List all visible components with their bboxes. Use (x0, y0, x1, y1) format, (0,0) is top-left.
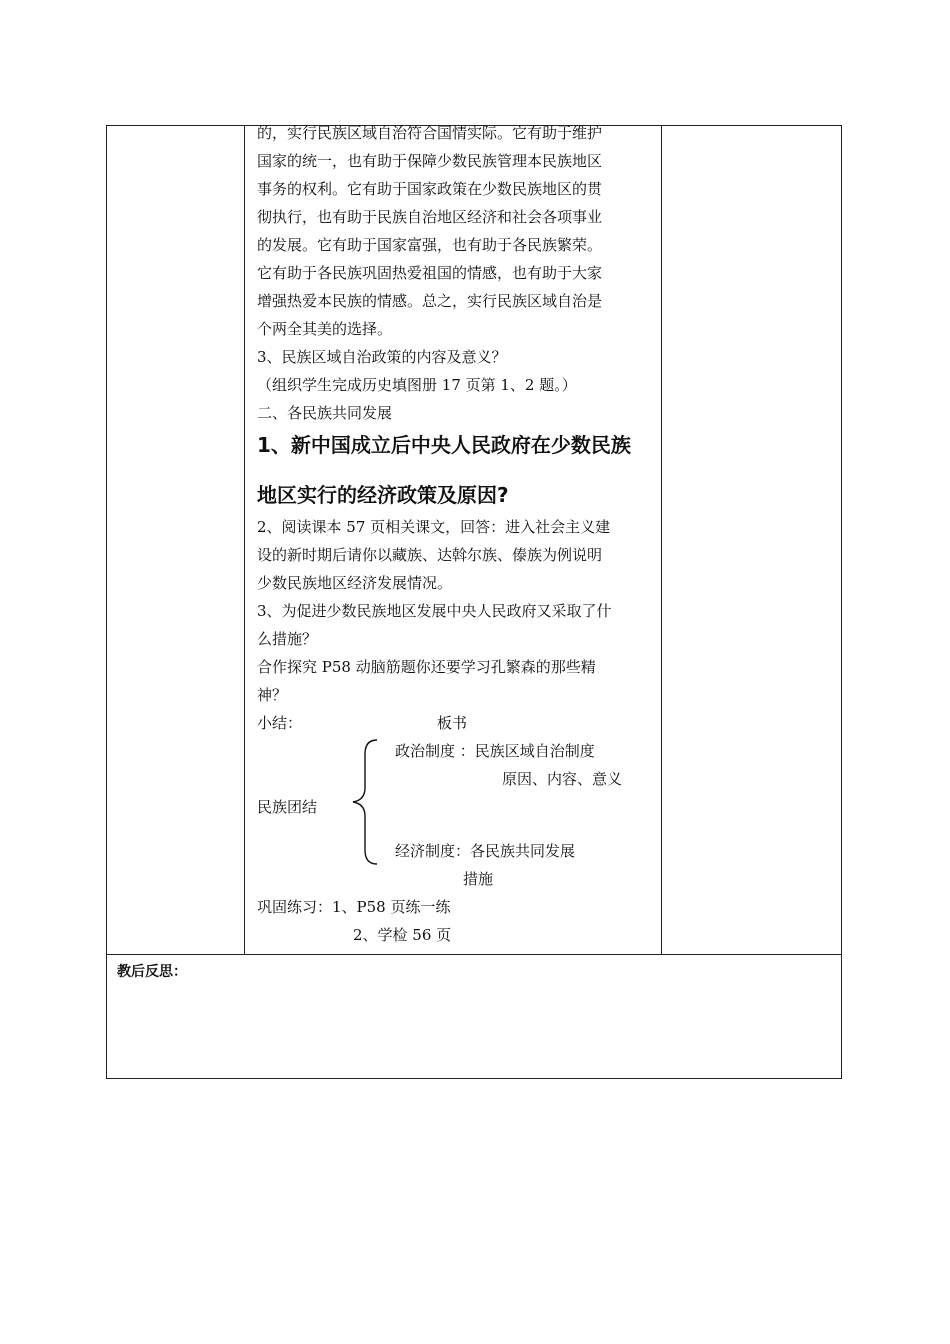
practice-line-1: 巩固练习：1、P58 页练一练 (257, 898, 451, 916)
text-line: 彻执行，也有助于民族自治地区经济和社会各项事业 (257, 208, 603, 226)
text-line: 合作探究 P58 动脑筋题你还要学习孔繁森的那些精 (257, 658, 596, 676)
political-system: 政治制度 ：民族区域自治制度 (395, 742, 595, 760)
column-divider-right (661, 126, 662, 954)
economic-system-detail: 措施 (463, 870, 494, 888)
text-line: 设的新时期后请你以藏族、达斡尔族、傣族为例说明 (257, 546, 603, 564)
key-question-line-1: 1、新中国成立后中央人民政府在少数民族 (257, 433, 631, 457)
key-question-line-2: 地区实行的经济政策及原因? (257, 483, 509, 507)
question-3: 3、民族区域自治政策的内容及意义？ (257, 348, 507, 366)
text-line: 个两全其美的选择。 (257, 320, 393, 338)
lesson-table (106, 125, 842, 1079)
text-line: 国家的统一，也有助于保障少数民族管理本民族地区 (257, 152, 603, 170)
text-line: 事务的权利。它有助于国家政策在少数民族地区的贯 (257, 180, 603, 198)
text-line: 它有助于各民族巩固热爱祖国的情感，也有助于大家 (257, 264, 603, 282)
political-system-detail: 原因、内容、意义 (502, 770, 623, 788)
row-divider (107, 954, 841, 955)
column-divider-left (244, 126, 245, 954)
section-heading: 二、各民族共同发展 (257, 404, 393, 422)
practice-line-2: 2、学检 56 页 (353, 926, 452, 944)
text-line: 的发展。它有助于国家富强，也有助于各民族繁荣。 (257, 236, 603, 254)
activity-note: （组织学生完成历史填图册 17 页第 1、2 题。） (257, 376, 577, 394)
text-line: 的，实行民族区域自治符合国情实际。它有助于维护 (257, 124, 603, 142)
reflection-label: 教后反思： (117, 964, 187, 980)
text-line: 少数民族地区经济发展情况。 (257, 574, 453, 592)
brace-icon (351, 738, 381, 866)
summary-label: 小结： (257, 714, 303, 732)
text-line: 3、为促进少数民族地区发展中央人民政府又采取了什 (257, 602, 612, 620)
text-line: 2、阅读课本 57 页相关课文，回答：进入社会主义建 (257, 518, 611, 536)
summary-root: 民族团结 (257, 798, 318, 816)
text-line: 么措施？ (257, 630, 318, 648)
text-line: 神？ (257, 686, 288, 704)
board-label: 板书 (437, 714, 468, 732)
economic-system: 经济制度：各民族共同发展 (395, 842, 576, 860)
text-line: 增强热爱本民族的情感。总之，实行民族区域自治是 (257, 292, 603, 310)
